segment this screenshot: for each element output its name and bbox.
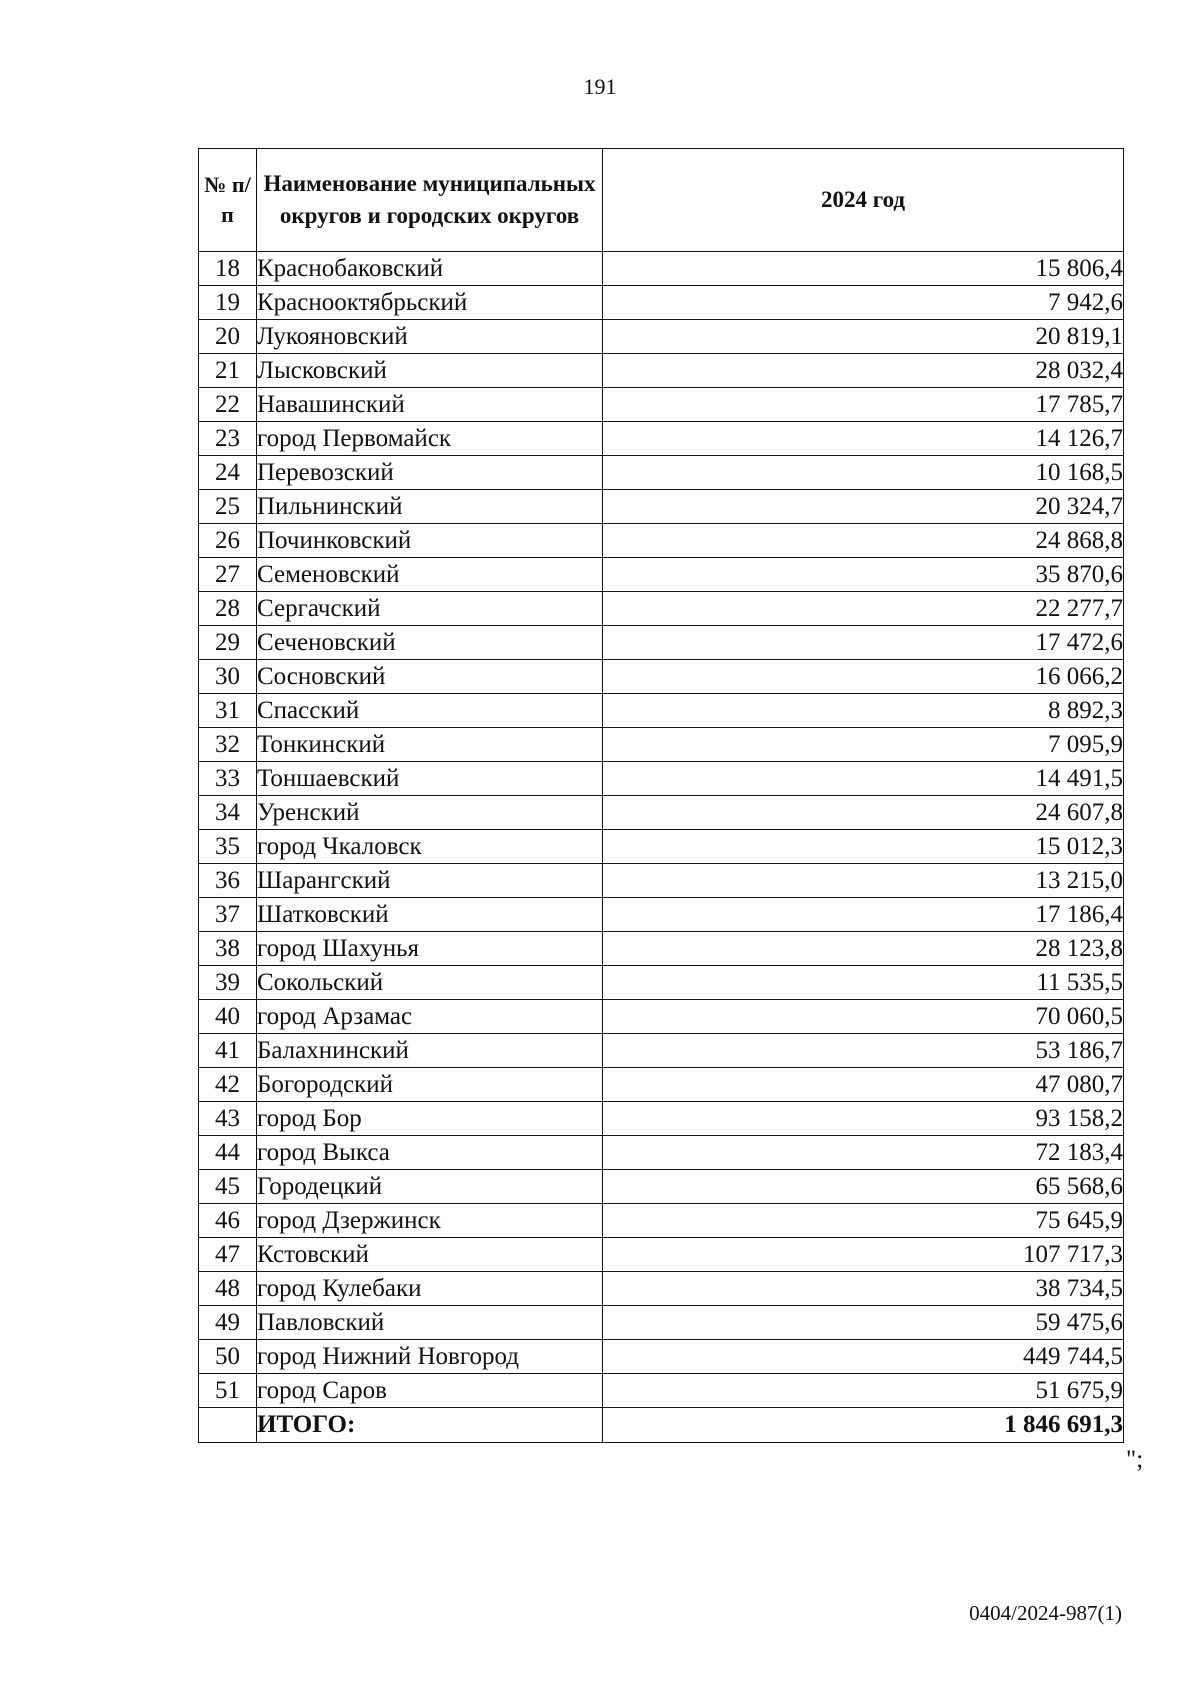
row-name: Краснобаковский — [257, 252, 603, 286]
table-row — [199, 558, 1124, 592]
row-number: 23 — [199, 422, 257, 456]
row-value: 51 675,9 — [603, 1374, 1124, 1408]
row-value: 20 324,7 — [603, 490, 1124, 524]
row-name: Богородский — [257, 1068, 603, 1102]
table-row — [199, 1238, 1124, 1272]
row-number: 38 — [199, 932, 257, 966]
total-row — [199, 1408, 1124, 1443]
table-row — [199, 1170, 1124, 1204]
row-value: 38 734,5 — [603, 1272, 1124, 1306]
row-number: 51 — [199, 1374, 257, 1408]
table-row — [199, 1136, 1124, 1170]
row-name: город Первомайск — [257, 422, 603, 456]
table-row — [199, 626, 1124, 660]
row-name: Шарангский — [257, 864, 603, 898]
table-row — [199, 252, 1124, 286]
row-name: Сокольский — [257, 966, 603, 1000]
table-header-row — [199, 149, 1124, 252]
row-number: 45 — [199, 1170, 257, 1204]
row-value: 65 568,6 — [603, 1170, 1124, 1204]
row-number: 25 — [199, 490, 257, 524]
row-number: 32 — [199, 728, 257, 762]
closing-quote-mark: "; — [1126, 1446, 1144, 1473]
row-number: 44 — [199, 1136, 257, 1170]
row-value: 17 186,4 — [603, 898, 1124, 932]
row-value: 20 819,1 — [603, 320, 1124, 354]
row-value: 15 806,4 — [603, 252, 1124, 286]
row-number: 31 — [199, 694, 257, 728]
table-row — [199, 1306, 1124, 1340]
row-value: 22 277,7 — [603, 592, 1124, 626]
row-number: 35 — [199, 830, 257, 864]
table-row — [199, 354, 1124, 388]
row-name: город Бор — [257, 1102, 603, 1136]
row-number: 19 — [199, 286, 257, 320]
table-row — [199, 830, 1124, 864]
row-value: 24 868,8 — [603, 524, 1124, 558]
row-name: Тоншаевский — [257, 762, 603, 796]
table-row — [199, 320, 1124, 354]
column-header-number — [199, 149, 257, 252]
row-number: 39 — [199, 966, 257, 1000]
row-name: Павловский — [257, 1306, 603, 1340]
row-name: Сеченовский — [257, 626, 603, 660]
row-number: 27 — [199, 558, 257, 592]
table-row — [199, 1374, 1124, 1408]
row-number: 20 — [199, 320, 257, 354]
row-number: 24 — [199, 456, 257, 490]
row-value: 28 123,8 — [603, 932, 1124, 966]
row-value: 10 168,5 — [603, 456, 1124, 490]
row-value: 13 215,0 — [603, 864, 1124, 898]
row-number: 21 — [199, 354, 257, 388]
row-name: Перевозский — [257, 456, 603, 490]
column-header-name — [257, 149, 603, 252]
table-row — [199, 762, 1124, 796]
row-name: Шатковский — [257, 898, 603, 932]
row-value: 17 472,6 — [603, 626, 1124, 660]
row-number: 48 — [199, 1272, 257, 1306]
table-row — [199, 898, 1124, 932]
row-name: город Чкаловск — [257, 830, 603, 864]
row-name: Тонкинский — [257, 728, 603, 762]
table-row — [199, 932, 1124, 966]
row-name: Спасский — [257, 694, 603, 728]
table-row — [199, 660, 1124, 694]
row-name: город Шахунья — [257, 932, 603, 966]
table-body — [199, 252, 1124, 1408]
row-number: 46 — [199, 1204, 257, 1238]
row-name: Лукояновский — [257, 320, 603, 354]
column-header-year — [603, 149, 1124, 252]
row-number: 33 — [199, 762, 257, 796]
table-row — [199, 1068, 1124, 1102]
header-year-label: 2024 год — [820, 187, 906, 213]
row-value: 47 080,7 — [603, 1068, 1124, 1102]
row-value: 53 186,7 — [603, 1034, 1124, 1068]
row-number: 37 — [199, 898, 257, 932]
page-number: 191 — [583, 74, 617, 99]
row-name: Семеновский — [257, 558, 603, 592]
row-value: 16 066,2 — [603, 660, 1124, 694]
row-value: 72 183,4 — [603, 1136, 1124, 1170]
table-row — [199, 966, 1124, 1000]
table-row — [199, 524, 1124, 558]
row-value: 35 870,6 — [603, 558, 1124, 592]
row-number: 41 — [199, 1034, 257, 1068]
row-name: Городецкий — [257, 1170, 603, 1204]
row-value: 8 892,3 — [603, 694, 1124, 728]
row-value: 107 717,3 — [603, 1238, 1124, 1272]
row-value: 59 475,6 — [603, 1306, 1124, 1340]
row-number: 36 — [199, 864, 257, 898]
table-row — [199, 796, 1124, 830]
row-name: Кстовский — [257, 1238, 603, 1272]
table-row — [199, 864, 1124, 898]
row-value: 93 158,2 — [603, 1102, 1124, 1136]
row-value: 11 535,5 — [603, 966, 1124, 1000]
table-row — [199, 1272, 1124, 1306]
table-row — [199, 388, 1124, 422]
row-name: город Нижний Новгород — [257, 1340, 603, 1374]
total-label: ИТОГО: — [257, 1408, 603, 1443]
row-value: 75 645,9 — [603, 1204, 1124, 1238]
table-row — [199, 1000, 1124, 1034]
row-name: город Дзержинск — [257, 1204, 603, 1238]
row-number: 34 — [199, 796, 257, 830]
row-number: 43 — [199, 1102, 257, 1136]
row-value: 14 491,5 — [603, 762, 1124, 796]
table-row — [199, 286, 1124, 320]
budget-table — [198, 148, 1124, 1443]
row-name: Починковский — [257, 524, 603, 558]
row-name: Краснооктябрьский — [257, 286, 603, 320]
row-name: город Выкса — [257, 1136, 603, 1170]
header-number-label: № п/п — [204, 172, 251, 227]
row-name: Уренский — [257, 796, 603, 830]
header-name-label: Наименование муниципальных округов и городских округов — [263, 171, 596, 228]
row-number: 28 — [199, 592, 257, 626]
row-number: 22 — [199, 388, 257, 422]
row-number: 49 — [199, 1306, 257, 1340]
table-row — [199, 694, 1124, 728]
row-number: 18 — [199, 252, 257, 286]
total-number-cell — [199, 1408, 257, 1443]
row-value: 17 785,7 — [603, 388, 1124, 422]
table-row — [199, 422, 1124, 456]
row-name: Лысковский — [257, 354, 603, 388]
row-name: город Арзамас — [257, 1000, 603, 1034]
row-number: 29 — [199, 626, 257, 660]
row-value: 7 095,9 — [603, 728, 1124, 762]
total-value: 1 846 691,3 — [603, 1408, 1124, 1443]
row-value: 449 744,5 — [603, 1340, 1124, 1374]
row-value: 70 060,5 — [603, 1000, 1124, 1034]
table-row — [199, 1102, 1124, 1136]
row-number: 30 — [199, 660, 257, 694]
row-value: 7 942,6 — [603, 286, 1124, 320]
row-name: Навашинский — [257, 388, 603, 422]
row-number: 26 — [199, 524, 257, 558]
row-number: 50 — [199, 1340, 257, 1374]
table-row — [199, 592, 1124, 626]
row-name: Пильнинский — [257, 490, 603, 524]
row-number: 42 — [199, 1068, 257, 1102]
row-name: Балахнинский — [257, 1034, 603, 1068]
document-code: 0404/2024-987(1) — [969, 1601, 1122, 1625]
row-number: 47 — [199, 1238, 257, 1272]
table-row — [199, 1034, 1124, 1068]
table-row — [199, 490, 1124, 524]
table-row — [199, 456, 1124, 490]
row-value: 14 126,7 — [603, 422, 1124, 456]
row-value: 24 607,8 — [603, 796, 1124, 830]
table-row — [199, 1204, 1124, 1238]
table-row — [199, 1340, 1124, 1374]
row-value: 28 032,4 — [603, 354, 1124, 388]
row-name: город Кулебаки — [257, 1272, 603, 1306]
table-row — [199, 728, 1124, 762]
row-name: Сосновский — [257, 660, 603, 694]
row-value: 15 012,3 — [603, 830, 1124, 864]
row-name: город Саров — [257, 1374, 603, 1408]
row-number: 40 — [199, 1000, 257, 1034]
row-name: Сергачский — [257, 592, 603, 626]
